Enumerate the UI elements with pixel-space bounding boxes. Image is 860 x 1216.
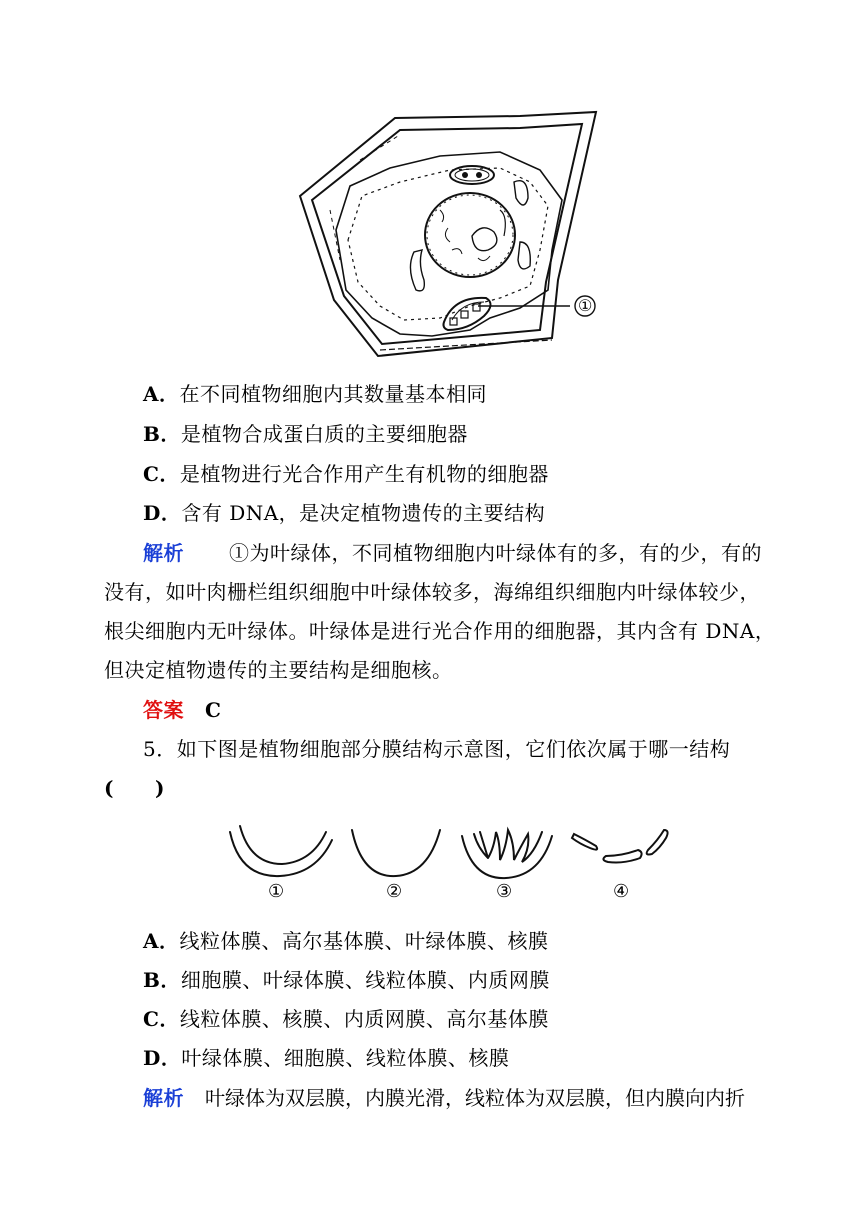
q5-stem-line-2: [104, 774, 165, 802]
option-letter: C．: [143, 462, 180, 486]
q5-option-d: [143, 1044, 509, 1072]
membrane-label-1: ①: [268, 881, 285, 902]
q5-option-b: [143, 966, 550, 994]
membrane-diagram: [0, 818, 860, 908]
plant-cell-diagram: [0, 0, 860, 370]
answer-label: 答案: [143, 698, 184, 722]
q4-answer: [143, 696, 221, 724]
membrane-label-4: ④: [613, 881, 630, 902]
option-text: 线粒体膜、高尔基体膜、叶绿体膜、核膜: [179, 929, 549, 953]
option-text: 在不同植物细胞内其数量基本相同: [179, 382, 488, 406]
option-letter: B．: [143, 968, 181, 992]
option-letter: A．: [143, 929, 180, 953]
q5-answer-blank: ( ): [104, 776, 165, 800]
option-letter: B．: [143, 422, 181, 446]
q5-option-c: [143, 1005, 549, 1033]
option-text: 是植物合成蛋白质的主要细胞器: [180, 422, 468, 446]
q4-option-b: [143, 420, 468, 448]
analysis-text: 根尖细胞内无叶绿体。叶绿体是进行光合作用的细胞器，其内含有 DNA，: [104, 619, 776, 643]
option-letter: C．: [143, 1007, 180, 1031]
membrane-label-3: ③: [496, 881, 513, 902]
option-letter: D．: [143, 1046, 182, 1070]
q5-stem-line-1: [143, 735, 730, 763]
answer-value: C: [205, 698, 222, 722]
option-text: 线粒体膜、核膜、内质网膜、高尔基体膜: [179, 1007, 549, 1031]
q4-option-c: [143, 460, 549, 488]
q4-analysis-line-2: [104, 578, 760, 606]
q5-option-a: [143, 927, 549, 955]
q5-stem: 5．如下图是植物细胞部分膜结构示意图，它们依次属于哪一结构: [143, 737, 731, 761]
analysis-text: 没有，如叶肉栅栏组织细胞中叶绿体较多，海绵组织细胞内叶绿体较少，: [104, 580, 760, 604]
analysis-text: 叶绿体为双层膜，内膜光滑，线粒体为双层膜，但内膜向内折: [205, 1086, 745, 1110]
analysis-label: 解析: [143, 1086, 184, 1110]
q4-analysis-line-3: [104, 617, 775, 645]
option-text: 细胞膜、叶绿体膜、线粒体膜、内质网膜: [180, 968, 550, 992]
membrane-label-2: ②: [386, 881, 403, 902]
analysis-label: 解析: [143, 541, 184, 565]
q4-analysis-line-4: [104, 656, 453, 684]
option-text: 是植物进行光合作用产生有机物的细胞器: [179, 462, 549, 486]
option-text: 含有 DNA，是决定植物遗传的主要结构: [181, 501, 546, 525]
option-letter: D．: [143, 501, 182, 525]
q4-option-d: [143, 499, 545, 527]
q5-analysis-line-1: [143, 1084, 745, 1112]
q4-analysis-line-1: [143, 539, 762, 567]
q4-option-a: [143, 380, 487, 408]
option-text: 叶绿体膜、细胞膜、线粒体膜、核膜: [181, 1046, 510, 1070]
analysis-text: 但决定植物遗传的主要结构是细胞核。: [104, 658, 453, 682]
cell-callout-label: ①: [578, 296, 593, 315]
option-letter: A．: [143, 382, 180, 406]
analysis-text: ①为叶绿体，不同植物细胞内叶绿体有的多，有的少，有的: [229, 541, 762, 565]
